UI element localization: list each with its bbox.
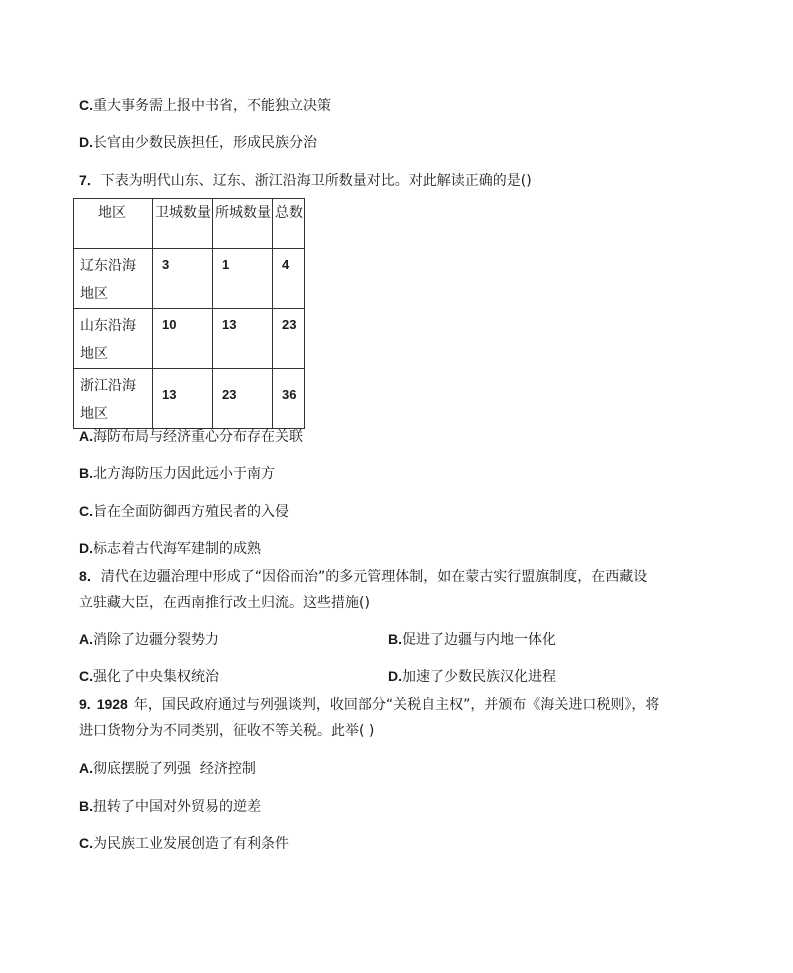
- q9-option-c: [79, 833, 289, 854]
- q7-option-d: [79, 538, 261, 559]
- table-header: 地区: [74, 199, 153, 249]
- option-text: 彻底摆脱了列强 经济控制: [93, 761, 256, 777]
- wei-count-cell: 10: [153, 309, 213, 369]
- q8-stem-line-2: [79, 593, 370, 613]
- option-text: 旨在全面防御西方殖民者的入侵: [93, 504, 289, 520]
- option-text: 消除了边疆分裂势力: [93, 632, 219, 648]
- option-label: C.: [79, 97, 93, 113]
- q6-option-d: [79, 132, 317, 153]
- table-row: [74, 369, 305, 429]
- option-label: C.: [79, 503, 93, 519]
- option-text: 加速了少数民族汉化进程: [402, 669, 556, 685]
- q8-option-d: [388, 666, 556, 687]
- q9-stem-line-2: [79, 721, 374, 741]
- question-text: 清代在边疆治理中形成了“因俗而治”的多元管理体制，如在蒙古实行盟旗制度，在西藏设: [100, 569, 648, 585]
- option-label: D.: [79, 540, 93, 556]
- question-text: 立驻藏大臣，在西南推行改土归流。这些措施(): [79, 595, 370, 611]
- total-cell: 23: [273, 309, 305, 369]
- q9-option-a: [79, 758, 256, 779]
- suo-count-cell: 23: [213, 369, 273, 429]
- table-header: 卫城数量: [153, 199, 213, 249]
- option-label: C.: [79, 835, 93, 851]
- option-text: 强化了中央集权统治: [93, 669, 219, 685]
- option-text: 扭转了中国对外贸易的逆差: [93, 799, 261, 815]
- table-header: 总数: [273, 199, 305, 249]
- suo-count-cell: 13: [213, 309, 273, 369]
- wei-count-cell: 3: [153, 249, 213, 309]
- table-row: [74, 309, 305, 369]
- table-header-row: [74, 199, 305, 249]
- q7-stem: [79, 170, 532, 191]
- option-label: C.: [79, 668, 93, 684]
- table-row: [74, 249, 305, 309]
- q8-option-a: [79, 629, 219, 650]
- question-number: 9.: [79, 696, 91, 712]
- option-label: B.: [79, 798, 93, 814]
- question-number: 7．: [79, 172, 101, 188]
- option-text: 长官由少数民族担任，形成民族分治: [93, 135, 317, 151]
- total-cell: 4: [273, 249, 305, 309]
- q8-option-b: [388, 629, 556, 650]
- option-label: D.: [388, 668, 402, 684]
- region-cell: 浙江沿海 地区: [74, 369, 153, 429]
- question-number: 8．: [79, 568, 101, 584]
- q9-stem-line-1: [79, 694, 659, 715]
- q8-stem-line-1: [79, 566, 647, 587]
- option-label: B.: [388, 631, 402, 647]
- q9-option-b: [79, 796, 261, 817]
- option-text: 促进了边疆与内地一体化: [402, 632, 556, 648]
- garrison-table: [73, 198, 305, 429]
- option-text: 标志着古代海军建制的成熟: [93, 541, 261, 557]
- question-text: 下表为明代山东、辽东、浙江沿海卫所数量对比。对此解读正确的是(): [100, 173, 532, 189]
- option-label: B.: [79, 465, 93, 481]
- question-text: 年，国民政府通过与列强谈判，收回部分“关税自主权”，并颁布《海关进口税则》，将: [133, 697, 660, 713]
- option-label: A.: [79, 760, 93, 776]
- total-cell: 36: [273, 369, 305, 429]
- option-label: A.: [79, 631, 93, 647]
- option-label: A.: [79, 428, 93, 444]
- year: 1928: [96, 696, 128, 712]
- q7-option-b: [79, 463, 275, 484]
- table-header: 所城数量: [213, 199, 273, 249]
- region-cell: 山东沿海 地区: [74, 309, 153, 369]
- option-text: 海防布局与经济重心分布存在关联: [93, 429, 303, 445]
- q7-option-c: [79, 501, 289, 522]
- option-label: D.: [79, 134, 93, 150]
- q8-option-c: [79, 666, 219, 687]
- question-text: 进口货物分为不同类别，征收不等关税。此举( ): [79, 723, 375, 739]
- option-text: 为民族工业发展创造了有利条件: [93, 836, 289, 852]
- q6-option-c: [79, 95, 331, 116]
- option-text: 重大事务需上报中书省，不能独立决策: [93, 98, 331, 114]
- wei-count-cell: 13: [153, 369, 213, 429]
- option-text: 北方海防压力因此远小于南方: [93, 466, 275, 482]
- region-cell: 辽东沿海 地区: [74, 249, 153, 309]
- q7-option-a: [79, 426, 303, 447]
- suo-count-cell: 1: [213, 249, 273, 309]
